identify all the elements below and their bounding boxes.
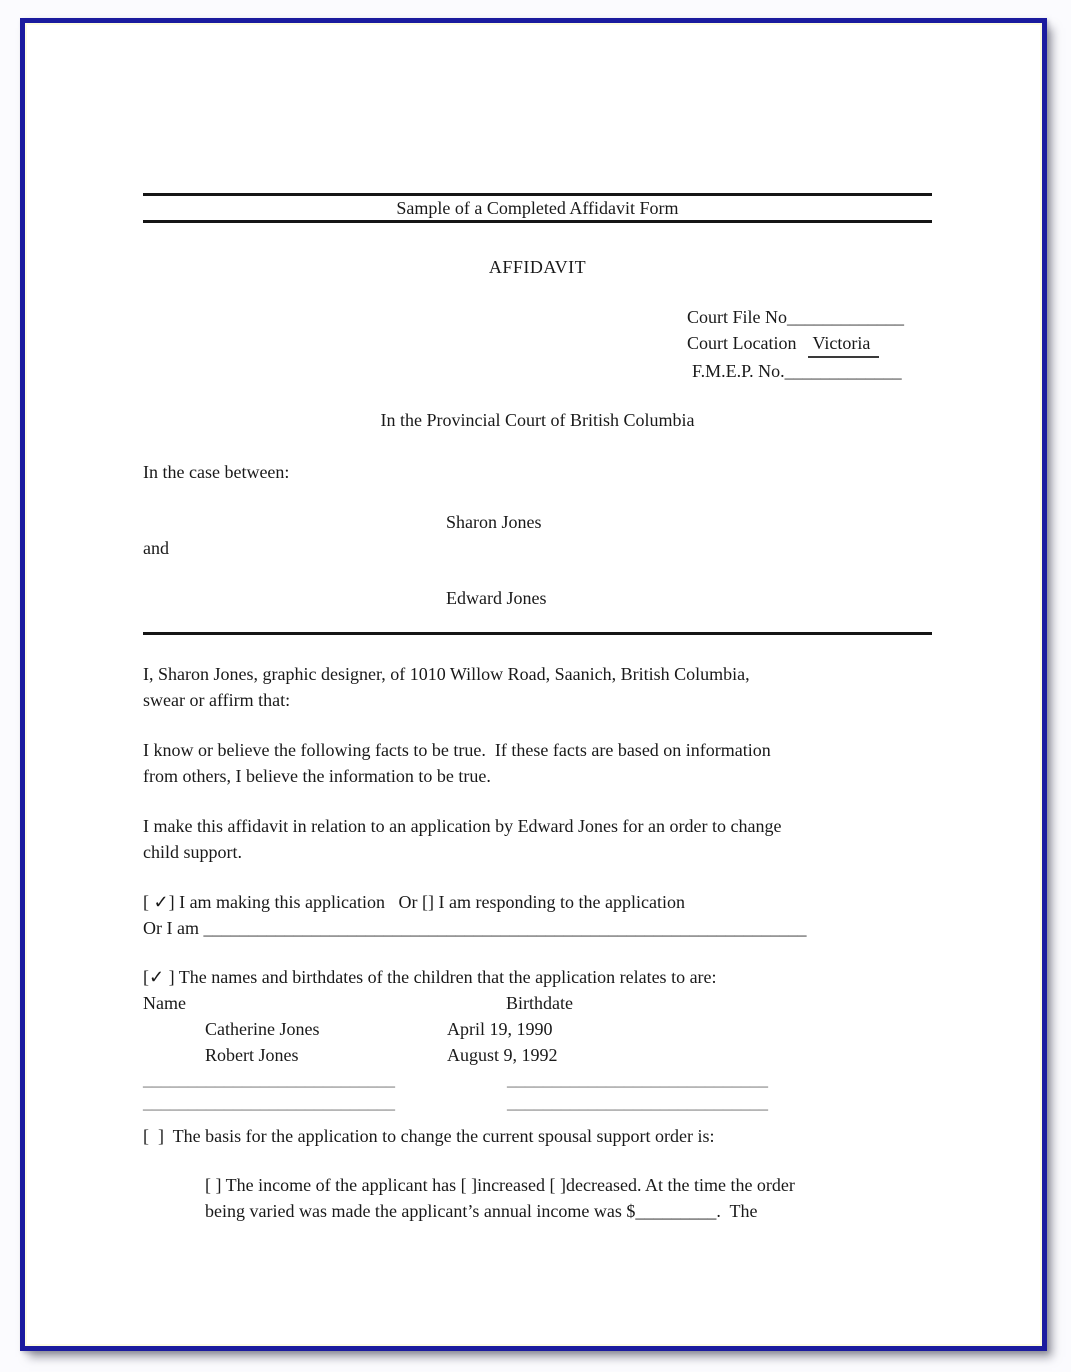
children-table-header [143,990,932,1016]
child-blank-row [143,1068,932,1091]
relation-paragraph-line2: child support. [143,842,242,862]
fmep-label: F.M.E.P. No. [692,361,785,381]
affidavit-page [20,18,1047,1351]
party1-name: Sharon Jones [446,512,542,532]
provincial-court-line: In the Provincial Court of British Columbia [380,410,695,430]
court-file-line [687,304,932,330]
deponent-paragraph-line2: swear or affirm that: [143,690,291,710]
relation-paragraph [143,813,932,865]
or-i-am-label: Or I am [143,918,204,938]
belief-paragraph [143,737,932,789]
court-location-line [687,330,932,358]
basis-section-heading: [ ] The basis for the application to change the current spousal support order is: [143,1126,715,1146]
name-column-header: Name [143,993,186,1013]
sample-title-bar [143,193,932,223]
blank-name-line: ____________________________ [143,1092,395,1112]
child-name: Catherine Jones [205,1019,320,1039]
party2-name: Edward Jones [446,588,547,608]
document-title: AFFIDAVIT [488,257,587,277]
court-location-value: Victoria [808,330,879,358]
income-paragraph-line2: being varied was made the applicant’s annual income was $_________. The [205,1201,758,1221]
section-divider [143,632,932,635]
document-content [143,193,932,1224]
child-birthdate: April 19, 1990 [447,1019,553,1039]
belief-paragraph-line1: I know or believe the following facts to be true. If these facts are based on information [143,740,771,760]
fmep-blank: _____________ [784,361,902,381]
deponent-paragraph [143,661,932,713]
relation-paragraph-line1: I make this affidavit in relation to an application by Edward Jones for an order to change [143,816,782,836]
and-label: and [143,538,169,558]
blank-name-line: ____________________________ [143,1069,395,1089]
belief-paragraph-line2: from others, I believe the information to be true. [143,766,491,786]
deponent-paragraph-line1: I, Sharon Jones, graphic designer, of 1010 Willow Road, Saanich, British Columbia, [143,664,750,684]
court-file-blank: _____________ [787,307,905,327]
court-info-block [687,304,932,384]
case-between-label: In the case between: [143,462,290,482]
blank-birthdate-line: _____________________________ [507,1092,768,1112]
sample-title: Sample of a Completed Affidavit Form [396,198,679,218]
child-row [143,1016,932,1042]
child-name: Robert Jones [205,1045,299,1065]
fmep-line [687,358,932,384]
court-file-label: Court File No [687,307,788,327]
birthdate-column-header: Birthdate [506,993,573,1013]
income-paragraph-line1: [ ] The income of the applicant has [ ]increased [ ]decreased. At the time the order [205,1175,795,1195]
or-i-am-line [143,915,932,941]
child-blank-row [143,1091,932,1114]
or-i-am-blank: ___________________________________________________________________ [203,918,807,938]
child-birthdate: August 9, 1992 [447,1045,558,1065]
application-choice-section [143,889,932,941]
application-choice-checkboxes: [ ✓] I am making this application Or [] I am responding to the application [143,892,685,912]
income-paragraph [205,1172,932,1224]
child-row [143,1042,932,1068]
blank-birthdate-line: _____________________________ [507,1069,768,1089]
children-section-heading: [✓ ] The names and birthdates of the children that the application relates to are: [143,967,717,987]
court-location-label: Court Location [687,333,797,353]
